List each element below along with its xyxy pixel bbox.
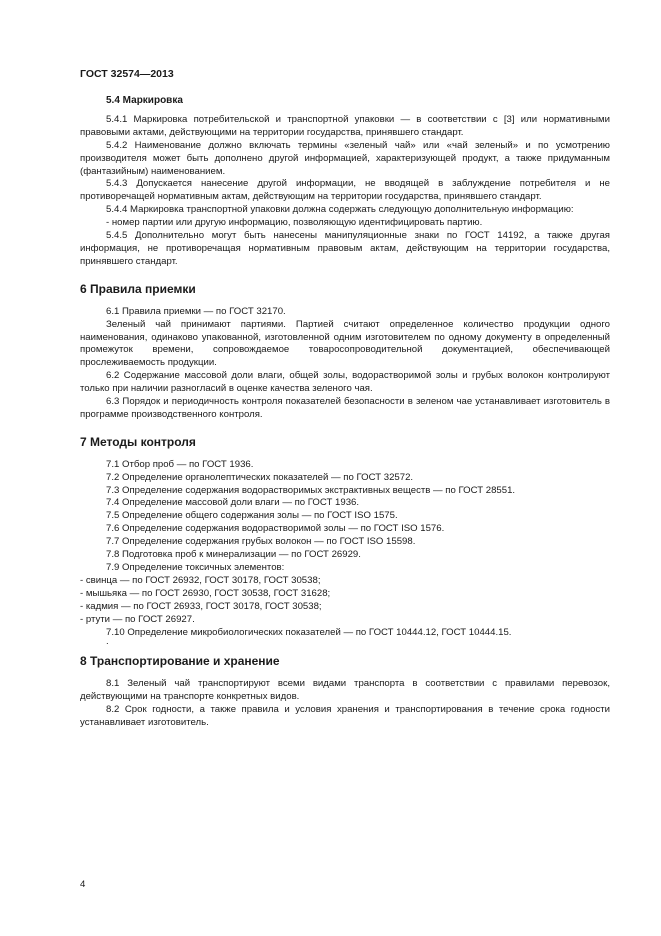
list-item: 7.9 Определение токсичных элементов:: [106, 562, 285, 573]
paragraph-6-1: 6.1 Правила приемки — по ГОСТ 32170.: [106, 305, 286, 317]
list-item: 7.2 Определение органолептических показателей — по ГОСТ 32572.: [106, 471, 414, 483]
paragraph-5-4-3: 5.4.3 Допускается нанесение другой информации, не вводящей в заблуждение потребителя и не противоречащей нормативным актам, действующим на территории государства, принявшего стандарт.: [80, 178, 610, 203]
paragraph-6-1-text: Зеленый чай принимают партиями. Партией считают определенное количество продукции одного наименования, одинаково упакованной, изготовленной одним изготовителем по одному документу в определенный промежуток времени, сопровождаемое товаросопроводительной документацией, обеспечивающей прослеживаемость продукции.: [80, 318, 610, 369]
stray-dot: .: [106, 636, 109, 648]
list-item: - кадмия — по ГОСТ 26933, ГОСТ 30178, ГОСТ 30538;: [80, 600, 322, 612]
section-5-4-title: 5.4 Маркировка: [106, 95, 183, 106]
methods-list-last: [80, 627, 610, 640]
list-item: - ртути — по ГОСТ 26927.: [80, 613, 195, 625]
page-content: [80, 95, 610, 730]
list-item: 7.3 Определение содержания водорастворимых экстрактивных веществ — по ГОСТ 28551.: [106, 484, 516, 496]
methods-list: [80, 459, 610, 575]
section-8-title: 8 Транспортирование и хранение: [80, 654, 280, 669]
list-item: 7.6 Определение содержания водорастворимой золы — по ГОСТ ISO 1576.: [106, 523, 445, 535]
paragraph-6-3: 6.3 Порядок и периодичность контроля показателей безопасности в зеленом чае устанавливает изготовитель в программе производственного контроля.: [80, 396, 610, 420]
list-item: - свинца — по ГОСТ 26932, ГОСТ 30178, ГОСТ 30538;: [80, 574, 321, 586]
section-6-title: 6 Правила приемки: [80, 281, 196, 296]
list-item: 7.5 Определение общего содержания золы — по ГОСТ ISO 1575.: [106, 510, 398, 522]
list-item: - номер партии или другую информацию, позволяющую идентифицировать партию.: [106, 217, 483, 229]
list-item: 7.1 Отбор проб — по ГОСТ 1936.: [106, 458, 254, 470]
list-item: 7.10 Определение микробиологических показателей — по ГОСТ 10444.12, ГОСТ 10444.15.: [106, 626, 512, 638]
paragraph-6-2: 6.2 Содержание массовой доли влаги, общей золы, водорастворимой золы и грубых волокон контролируют только при наличии разногласий в оценке качества зеленого чая.: [80, 370, 610, 395]
paragraph-8-2: 8.2 Срок годности, а также правила и условия хранения и транспортирования в течение срока годности устанавливает изготовитель.: [80, 704, 610, 729]
standard-header: ГОСТ 32574—2013: [80, 68, 174, 80]
paragraph-5-4-4: 5.4.4 Маркировка транспортной упаковки должна содержать следующую дополнительную информацию:: [106, 204, 574, 216]
paragraph-5-4-2: 5.4.2 Наименование должно включать термины «зеленый чай» или «чай зеленый» и по усмотрению производителя может быть дополнено другой информацией, характеризующей продукт, а также придуманным (фантазийным) наименованием.: [80, 139, 610, 177]
list-item: - мышьяка — по ГОСТ 26930, ГОСТ 30538, ГОСТ 31628;: [80, 587, 331, 599]
list-item: 7.4 Определение массовой доли влаги — по ГОСТ 1936.: [106, 497, 360, 509]
list-item: 7.7 Определение содержания грубых волокон — по ГОСТ ISO 15598.: [106, 536, 416, 548]
paragraph-5-4-5: 5.4.5 Дополнительно могут быть нанесены манипуляционные знаки по ГОСТ 14192, а также другая информация, не противоречащая нормативным правовым актам, действующим на территории государства, принявшего стандарт.: [80, 230, 610, 267]
page-number: 4: [80, 879, 86, 890]
section-7-title: 7 Методы контроля: [80, 434, 196, 449]
paragraph-5-4-1: 5.4.1 Маркировка потребительской и транспортной упаковки — в соответствии с [3] или нормативными правовыми актами, действующими на территории государства, принявшего стандарт.: [80, 113, 610, 138]
paragraph-8-1: 8.1 Зеленый чай транспортируют всеми видами транспорта в соответствии с правилами перевозок, действующими на транспорте конкретных видов.: [80, 678, 610, 703]
toxic-elements-list: [80, 575, 610, 627]
list-item: 7.8 Подготовка проб к минерализации — по ГОСТ 26929.: [106, 549, 361, 561]
